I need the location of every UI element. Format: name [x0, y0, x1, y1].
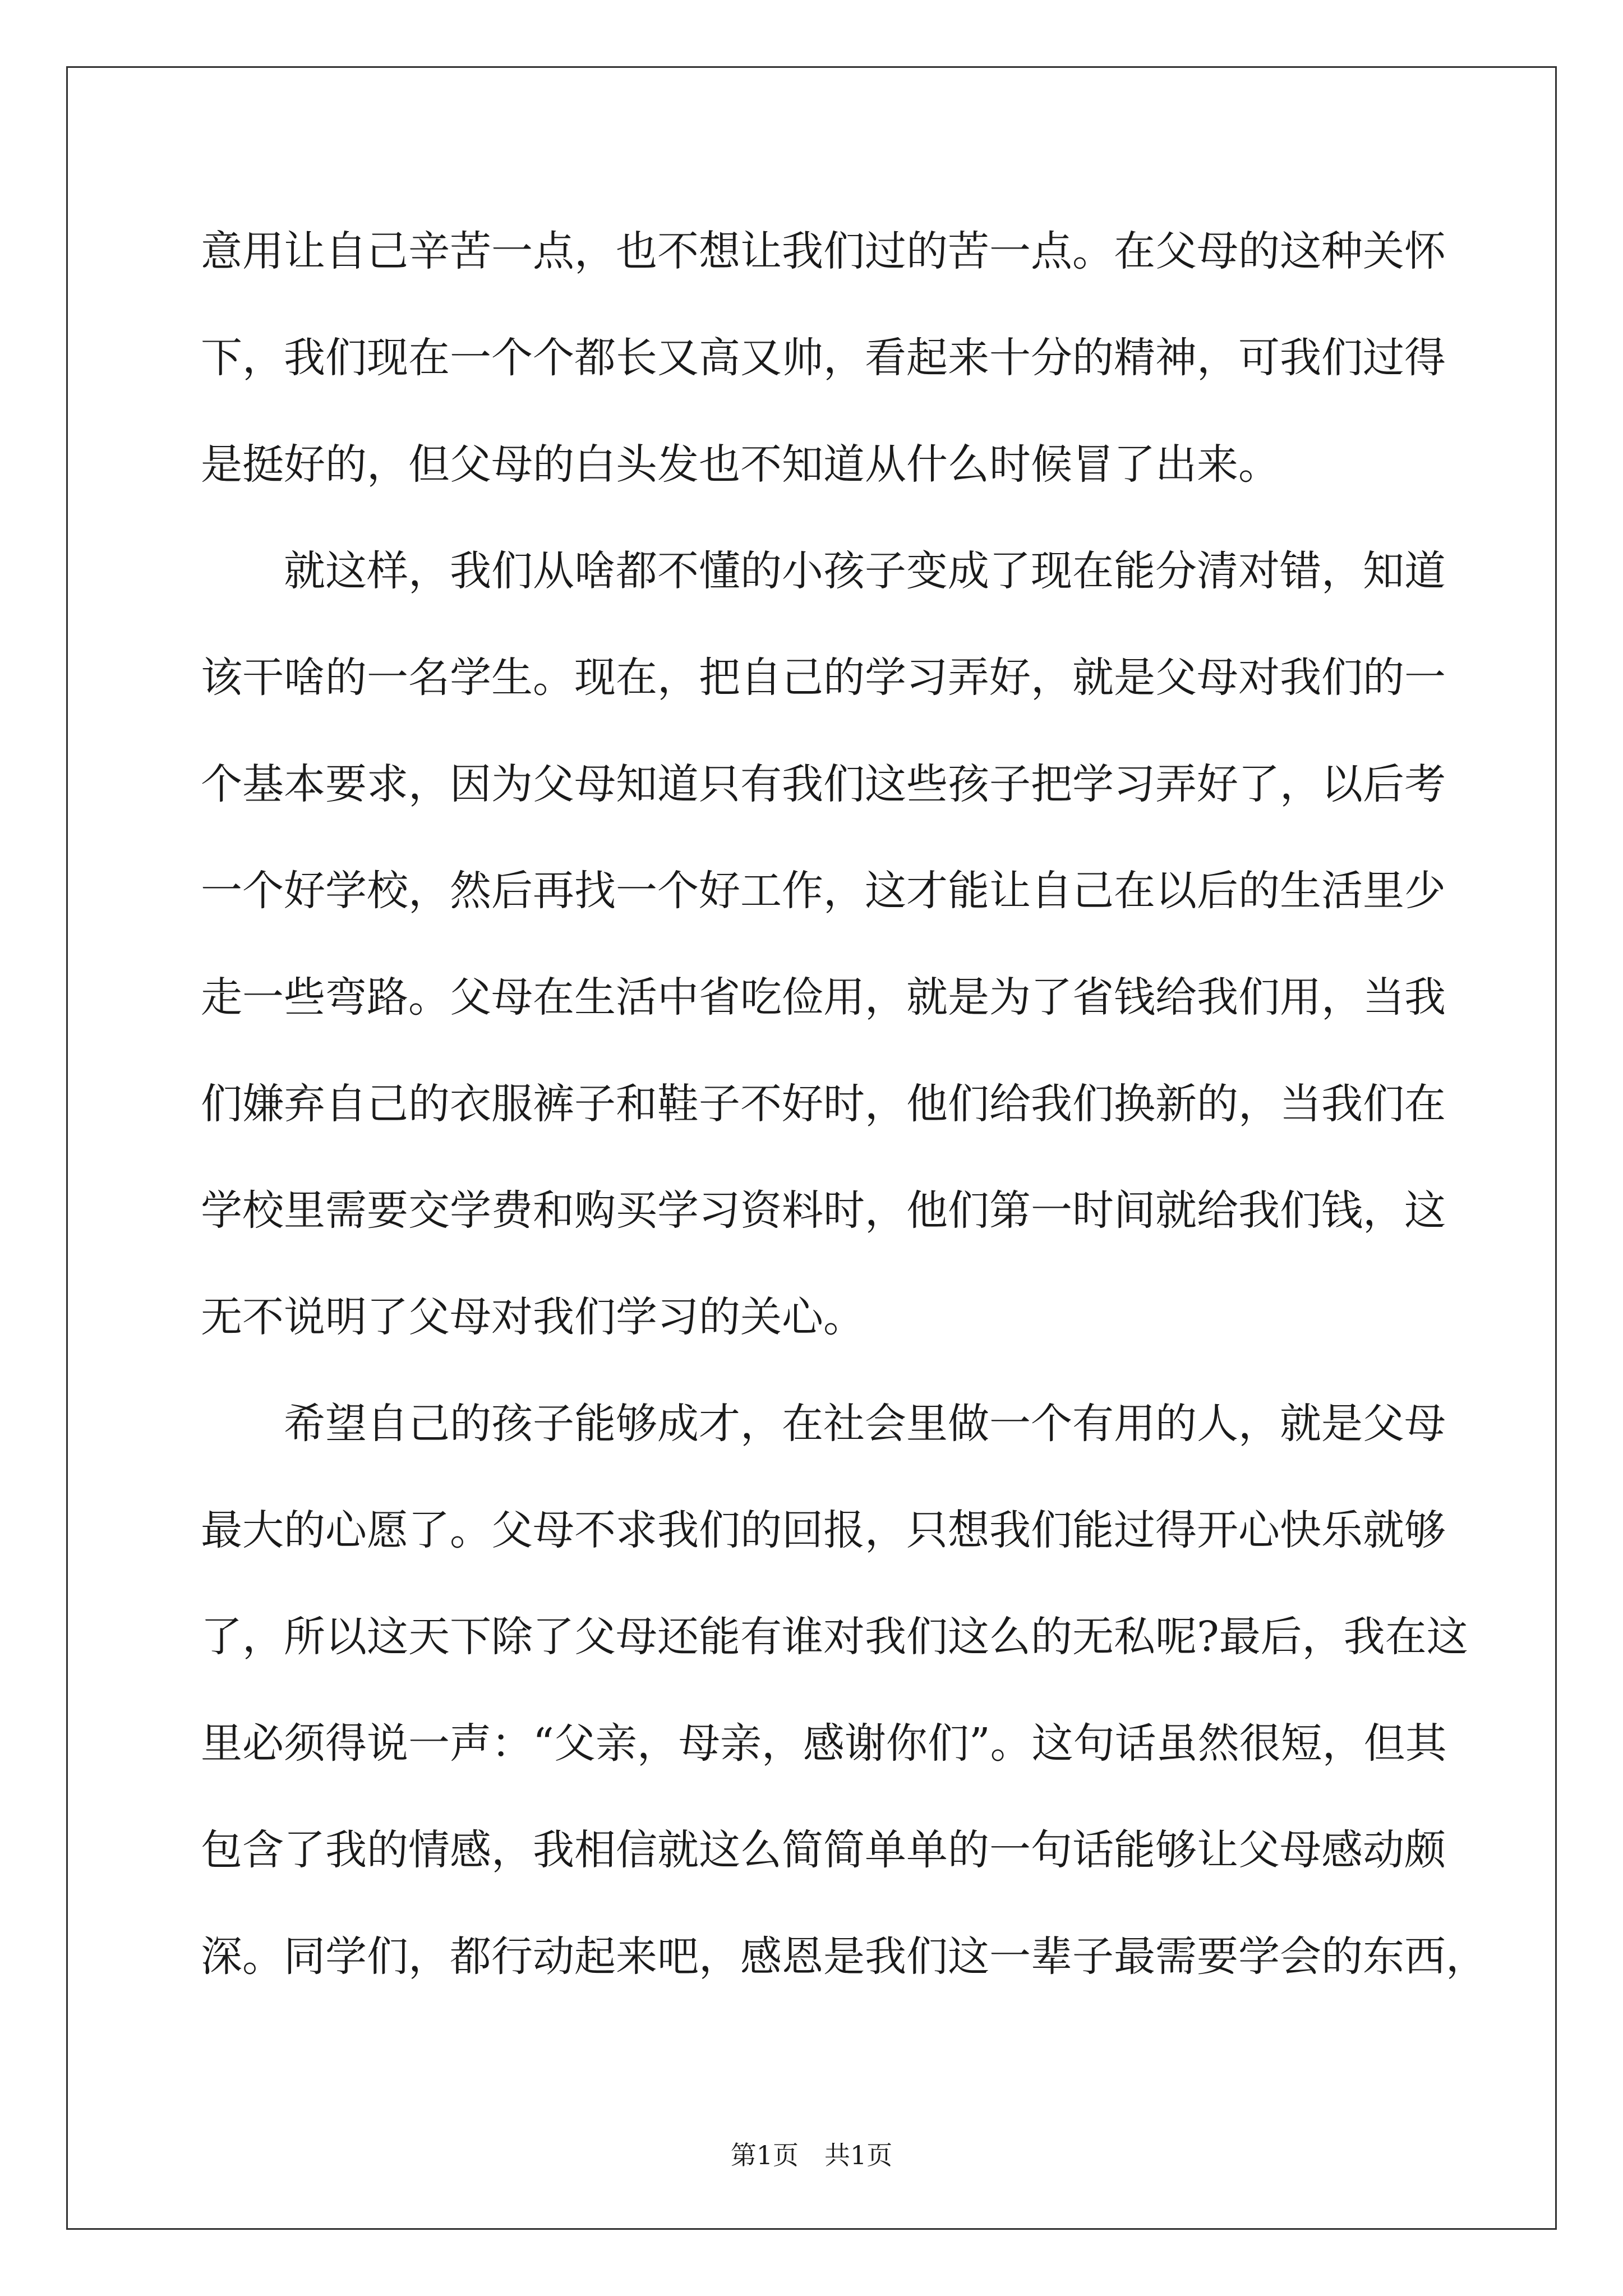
document-body: [201, 218, 1487, 2030]
text-line: 是挺好的，但父母的白头发也不知道从什么时候冒了出来。: [201, 440, 1280, 489]
text-line: 走一些弯路。父母在生活中省吃俭用，就是为了省钱给我们用，当我: [201, 973, 1446, 1022]
text-line: 一个好学校，然后再找一个好工作，这才能让自己在以后的生活里少: [201, 867, 1446, 915]
text-line: 意用让自己辛苦一点，也不想让我们过的苦一点。在父母的这种关怀: [201, 227, 1446, 275]
text-line: 该干啥的一名学生。现在，把自己的学习弄好，就是父母对我们的一: [201, 654, 1446, 702]
page-number-footer: 第1页 共1页: [730, 2140, 893, 2170]
text-line: 就这样，我们从啥都不懂的小孩子变成了现在能分清对错，知道: [284, 547, 1446, 595]
text-line: 最大的心愿了。父母不求我们的回报，只想我们能过得开心快乐就够: [201, 1506, 1446, 1554]
text-line: 无不说明了父母对我们学习的关心。: [201, 1293, 865, 1341]
text-line: 包含了我的情感，我相信就这么简简单单的一句话能够让父母感动颇: [201, 1826, 1446, 1874]
text-line: 学校里需要交学费和购买学习资料时，他们第一时间就给我们钱，这: [201, 1186, 1446, 1235]
text-line: 希望自己的孩子能够成才，在社会里做一个有用的人，就是父母: [284, 1400, 1446, 1448]
text-line: 个基本要求，因为父母知道只有我们这些孩子把学习弄好了，以后考: [201, 760, 1446, 808]
text-line: 了，所以这天下除了父母还能有谁对我们这么的无私呢?最后，我在这: [201, 1613, 1468, 1661]
text-line: 里必须得说一声：“父亲，母亲，感谢你们”。这句话虽然很短，但其: [201, 1719, 1447, 1768]
text-line: 们嫌弃自己的衣服裤子和鞋子不好时，他们给我们换新的，当我们在: [201, 1080, 1446, 1128]
text-line: 下，我们现在一个个都长又高又帅，看起来十分的精神，可我们过得: [201, 334, 1446, 382]
text-line: 深。同学们，都行动起来吧，感恩是我们这一辈子最需要学会的东西，: [201, 1932, 1487, 1981]
